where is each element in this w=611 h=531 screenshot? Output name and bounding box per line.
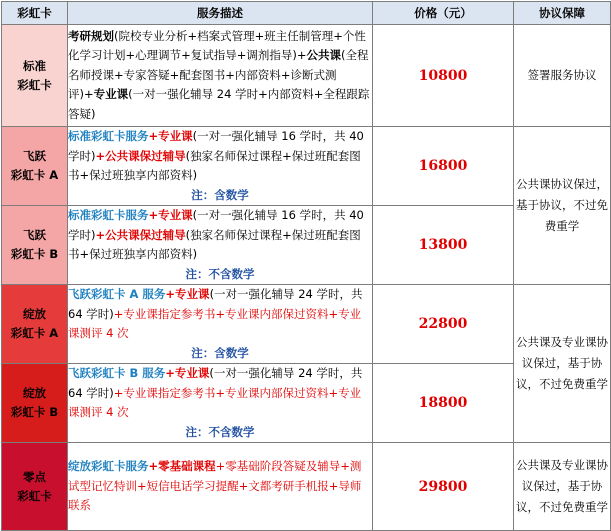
description-note-line xyxy=(68,344,372,364)
math-note: 注：含数学 xyxy=(191,187,249,202)
description-segment: +公共课保过辅导 xyxy=(95,227,186,242)
card-name-cell xyxy=(2,285,68,364)
description-cell xyxy=(68,443,373,531)
description-note-line xyxy=(68,186,372,206)
description-segment: +专业课 xyxy=(165,287,210,301)
description-segment: (全程名师授课+专家答疑+配套图书+内部资料+诊断式测评) xyxy=(68,48,369,102)
table-row xyxy=(2,285,611,364)
card-name-cell xyxy=(2,206,68,285)
math-note: 注：不含数学 xyxy=(185,266,255,281)
description-segment: (一对一强化辅导 24 学时，共 64 学时) xyxy=(68,287,363,321)
card-name-line1: 零点 xyxy=(23,469,46,484)
description-segment: (一对一强化辅导 24 学时，共 64 学时) xyxy=(68,366,363,400)
table-row xyxy=(2,127,611,206)
price-table xyxy=(1,1,611,531)
header-description: 服务描述 xyxy=(68,2,373,25)
card-name-line1: 绽放 xyxy=(23,386,46,400)
price-cell: 10800 xyxy=(373,25,514,127)
description-segment: (院校专业分析+档案式管理+班主任制管理+个性化学习计划+心理调节+复试指导+调剂指导) xyxy=(68,28,366,63)
price-cell: 29800 xyxy=(373,443,514,531)
description-segment: (一对一强化辅导 16 学时，共 40 学时) xyxy=(68,129,364,163)
description-cell xyxy=(68,127,373,206)
description-segment: 专业课 xyxy=(93,87,129,102)
description-cell xyxy=(68,25,373,127)
price-cell: 16800 xyxy=(373,127,514,206)
card-name-line1: 飞跃 xyxy=(23,149,46,163)
description-segment: 飞跃彩虹卡 B 服务 xyxy=(68,366,166,380)
card-name-cell xyxy=(2,443,68,531)
description-segment: 飞跃彩虹卡 A 服务 xyxy=(68,287,166,301)
table-row xyxy=(2,443,611,531)
header-price: 价格（元） xyxy=(373,2,514,25)
header-row xyxy=(2,2,611,25)
description-note-line xyxy=(68,265,372,285)
description-segment: 标准彩虹卡服务 xyxy=(68,129,149,143)
protection-cell: 公共课及专业课协议保过，基于协议，不过免费重学 xyxy=(514,285,611,443)
description-note-line xyxy=(68,423,372,443)
description-segment: +零基础课程 xyxy=(148,459,216,474)
description-segment: +专业课 xyxy=(148,208,193,222)
math-note: 注：含数学 xyxy=(191,345,249,360)
card-name-line2: 彩虹卡 B xyxy=(10,247,59,261)
description-cell xyxy=(68,285,373,364)
table-row xyxy=(2,25,611,127)
description-segment: + xyxy=(296,48,307,63)
header-protection: 协议保障 xyxy=(514,2,611,25)
card-name-line1: 标准 xyxy=(23,58,46,73)
card-name-line2: 彩虹卡 xyxy=(17,77,52,92)
card-name-line2: 彩虹卡 xyxy=(17,488,52,503)
description-segment: + xyxy=(84,87,94,102)
card-name-line1: 飞跃 xyxy=(23,228,46,242)
header-card: 彩虹卡 xyxy=(2,2,68,25)
card-name-cell xyxy=(2,25,68,127)
description-segment: (独家名师保过课程+保过班配套图书+保过班独享内部资料) xyxy=(68,227,361,261)
math-note: 注：不含数学 xyxy=(185,424,255,439)
description-segment: (一对一强化辅导 16 学时，共 40 学时) xyxy=(68,208,364,242)
protection-cell: 签署服务协议 xyxy=(514,25,611,127)
card-name-cell xyxy=(2,127,68,206)
price-cell: 18800 xyxy=(373,364,514,443)
description-segment: +专业课指定参考书+专业课内部保过资料+专业课测评 4 次 xyxy=(68,306,362,340)
price-cell: 13800 xyxy=(373,206,514,285)
protection-cell: 公共课协议保过，基于协议，不过免费重学 xyxy=(514,127,611,285)
description-cell xyxy=(68,206,373,285)
card-name-line2: 彩虹卡 B xyxy=(10,405,59,419)
description-segment: +公共课保过辅导 xyxy=(95,148,186,163)
protection-cell: 公共课及专业课协议保过，基于协议，不过免费重学 xyxy=(514,443,611,531)
description-segment: 考研规划 xyxy=(68,28,114,43)
card-name-line1: 绽放 xyxy=(23,307,46,321)
description-segment: 绽放彩虹卡服务 xyxy=(68,459,149,474)
description-cell xyxy=(68,364,373,443)
description-segment: +专业课 xyxy=(148,129,193,143)
description-segment: (一对一强化辅导 24 学时+内部资料+全程跟踪答疑) xyxy=(68,87,370,121)
description-segment: +零基础阶段答疑及辅导+测试型记忆特训+短信电话学习提醒+文都考研手机报+导师联系 xyxy=(68,459,362,513)
description-segment: 标准彩虹卡服务 xyxy=(68,208,149,222)
card-name-line2: 彩虹卡 A xyxy=(10,326,59,340)
description-segment: 公共课 xyxy=(306,48,342,63)
description-segment: +专业课 xyxy=(165,366,210,380)
description-segment: (独家名师保过课程+保过班配套图书+保过班独享内部资料) xyxy=(68,148,361,182)
price-cell: 22800 xyxy=(373,285,514,364)
description-segment: +专业课指定参考书+专业课内部保过资料+专业课测评 4 次 xyxy=(68,385,362,419)
card-name-cell xyxy=(2,364,68,443)
card-name-line2: 彩虹卡 A xyxy=(10,168,59,182)
